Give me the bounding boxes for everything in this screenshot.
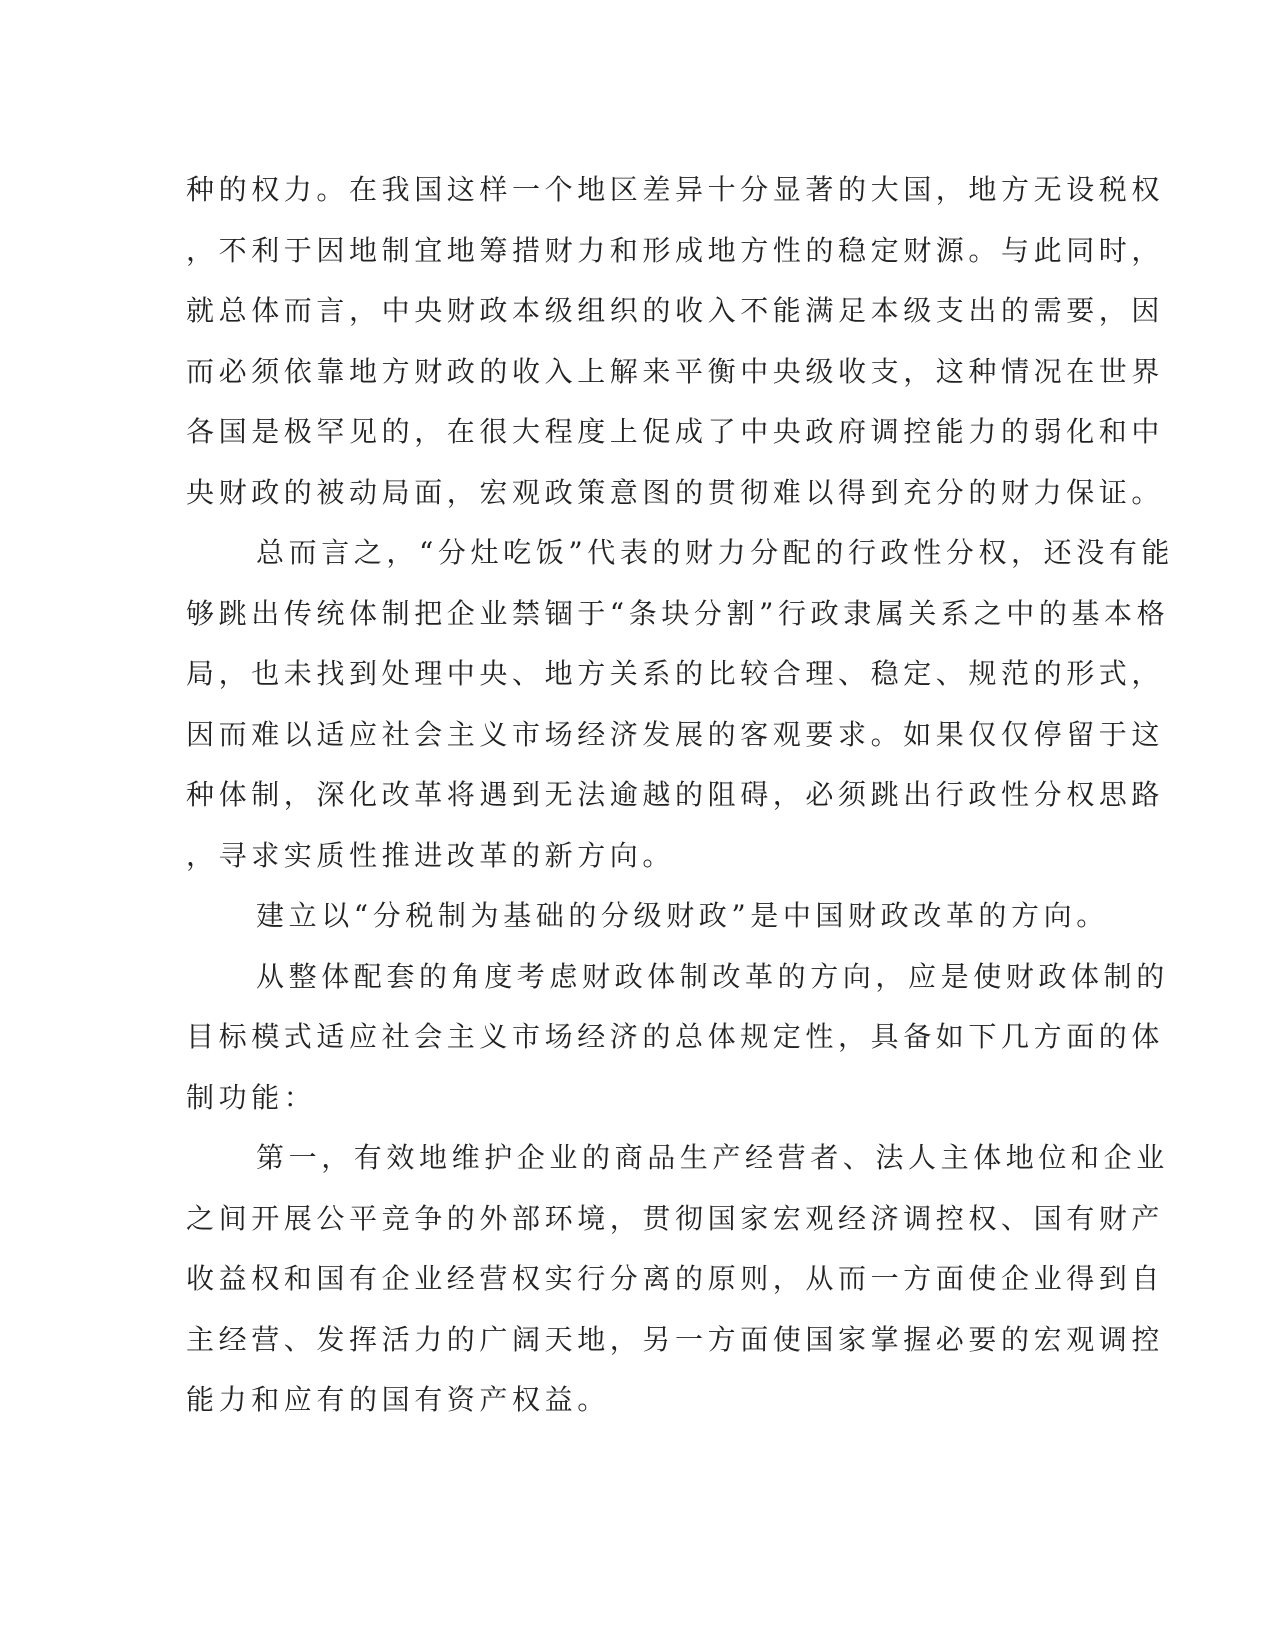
text-line: 就总体而言，中央财政本级组织的收入不能满足本级支出的需要，因	[186, 294, 1165, 327]
text-line: 种体制，深化改革将遇到无法逾越的阻碍，必须跳出行政性分权思路	[186, 778, 1165, 811]
paragraph-direction	[186, 886, 1109, 947]
text-line: 建立以“分税制为基础的分级财政”是中国财政改革的方向。	[256, 899, 1109, 932]
text-line: 制功能：	[186, 1080, 317, 1114]
text-line: 局，也未找到处理中央、地方关系的比较合理、稳定、规范的形式，	[186, 657, 1165, 690]
text-line: 之间开展公平竞争的外部环境，贯彻国家宏观经济调控权、国有财产	[186, 1201, 1165, 1235]
text-line: ，寻求实质性推进改革的新方向。	[186, 838, 676, 872]
paragraph-functions-intro	[186, 947, 1169, 1129]
text-line: 种的权力。在我国这样一个地区差异十分显著的大国，地方无设税权	[186, 173, 1165, 206]
text-line: 因而难以适应社会主义市场经济发展的客观要求。如果仅仅停留于这	[186, 717, 1165, 751]
text-line: 够跳出传统体制把企业禁锢于“条块分割”行政隶属关系之中的基本格	[186, 596, 1170, 630]
text-line: 收益权和国有企业经营权实行分离的原则，从而一方面使企业得到自	[186, 1262, 1165, 1295]
text-line: 央财政的被动局面，宏观政策意图的贯彻难以得到充分的财力保证。	[186, 475, 1165, 509]
text-line: 各国是极罕见的，在很大程度上促成了中央政府调控能力的弱化和中	[186, 415, 1165, 448]
paragraph-fiscal-power	[186, 160, 1165, 523]
paragraph-summary	[186, 523, 1175, 886]
text-line: 总而言之，“分灶吃饭”代表的财力分配的行政性分权，还没有能	[256, 536, 1175, 569]
text-line: 而必须依靠地方财政的收入上解来平衡中央级收支，这种情况在世界	[186, 354, 1165, 388]
text-line: 目标模式适应社会主义市场经济的总体规定性，具备如下几方面的体	[186, 1020, 1165, 1053]
document-body	[186, 160, 1175, 1431]
text-line: ，不利于因地制宜地筹措财力和形成地方性的稳定财源。与此同时，	[186, 233, 1165, 267]
text-line: 主经营、发挥活力的广阔天地，另一方面使国家掌握必要的宏观调控	[186, 1322, 1165, 1356]
paragraph-first-function	[186, 1128, 1169, 1431]
text-line: 第一，有效地维护企业的商品生产经营者、法人主体地位和企业	[256, 1141, 1169, 1174]
text-line: 能力和应有的国有资产权益。	[186, 1383, 610, 1416]
text-line: 从整体配套的角度考虑财政体制改革的方向，应是使财政体制的	[256, 959, 1169, 993]
